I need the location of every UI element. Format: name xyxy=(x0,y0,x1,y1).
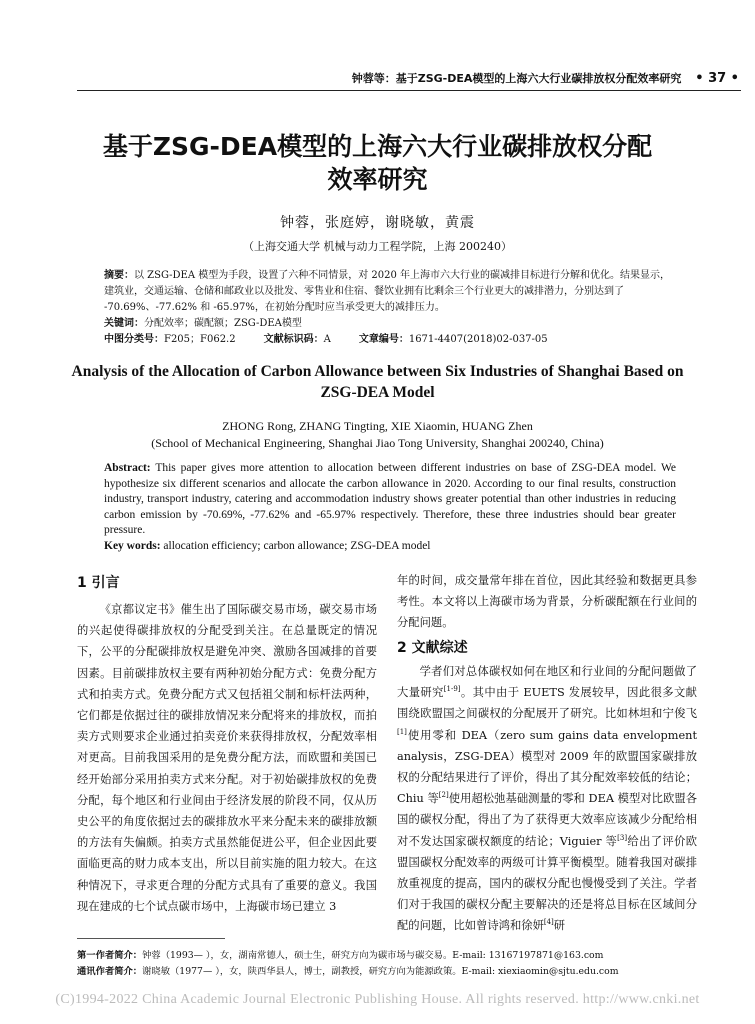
abstract-cn-text: 以 ZSG-DEA 模型为手段，设置了六种不同情景，对 2020 年上海市六大行业的碳减排目标进行分解和优化。结果显示，建筑业，交通运输、仓储和邮政业以及批发、零售业和住宿、餐饮业拥有比剩余三个行业更大的减排潜力，分别达到了 -70.69%、-77.62% 和 -65.97%，在初始分配时应当承受更大的减排压力。 xyxy=(104,270,671,313)
citation[interactable]: [2] xyxy=(438,791,449,800)
abstract-cn xyxy=(104,268,676,316)
clc-value: F205；F062.2 xyxy=(164,334,236,345)
affiliation: （上海交通大学 机械与动力工程学院，上海 200240） xyxy=(243,240,512,253)
citation[interactable]: [4] xyxy=(543,918,554,927)
abstract-en-label: Abstract: xyxy=(104,462,151,474)
paper-title xyxy=(0,130,755,196)
section-2-text-6: 研 xyxy=(553,919,566,933)
section-1-heading: 1 引言 xyxy=(77,575,120,591)
section-1-continuation: 年的时间，成交量常年排在首位，因此其经验和数据更具参考性。本文将以上海碳市场为背景，分析碳配额在行业间的分配问题。 xyxy=(397,574,697,630)
english-title-line-2: ZSG-DEA Model xyxy=(320,384,435,401)
paper-title-line-1: 基于ZSG-DEA模型的上海六大行业碳排放权分配 xyxy=(102,132,653,161)
corresponding-author-label: 通讯作者简介： xyxy=(77,966,143,977)
doc-code-label: 文献标识码： xyxy=(263,334,324,345)
running-head-text: 钟蓉等：基于ZSG-DEA模型的上海六大行业碳排放权分配效率研究 xyxy=(351,72,682,85)
authors: 钟蓉，张庭婷，谢晓敏，黄震 xyxy=(280,215,475,231)
english-title xyxy=(0,361,755,403)
footnote-corresponding-author xyxy=(77,964,717,980)
keywords-en-text: allocation efficiency; carbon allowance; ZSG-DEA model xyxy=(163,540,431,552)
section-2-text-1: 学者们对总体碳权如何在地区和行业间的分配问题做了大量研究 xyxy=(397,665,697,700)
footnote-rule xyxy=(77,938,225,939)
article-number-value: 1671-4407(2018)02-037-05 xyxy=(408,334,548,345)
english-affiliation: (School of Mechanical Engineering, Shanghai Jiao Tong University, Shanghai 200240, China) xyxy=(151,436,604,450)
clc-label: 中图分类号： xyxy=(104,334,164,345)
section-2-paragraph xyxy=(397,661,697,937)
abstract-en xyxy=(104,461,676,539)
keywords-en-label: Key words: xyxy=(104,540,161,552)
citation[interactable]: [1-9] xyxy=(443,685,461,694)
running-head xyxy=(0,70,755,86)
classification-line xyxy=(104,332,676,348)
article-number-label: 文章编号： xyxy=(358,334,409,345)
section-2-text-3: 使用零和 DEA（zero sum gains data envelopment analysis，ZSG-DEA）模型对 2009 年的欧盟国家碳排放权的分配结果进行了评价，得出了其分配效率较低的结论；Chiu 等 xyxy=(397,728,697,806)
header-rule xyxy=(77,90,741,91)
page-number: • 37 • xyxy=(695,71,739,86)
section-2-text-5: 给出了评价欧盟国碳权分配效率的两级可计算平衡模型。随着我国对碳排放重视度的提高，国内的碳权分配也慢慢受到了关注。学者们对于我国的碳权分配主要解决的还是将总目标在区域间分配的问题，比如曾诗鸿和徐妍 xyxy=(397,834,697,933)
keywords-en xyxy=(104,539,676,555)
abstract-cn-label: 摘要： xyxy=(104,270,134,281)
keywords-cn-text: 分配效率；碳配额；ZSG-DEA模型 xyxy=(144,318,302,329)
footnote-first-author xyxy=(77,948,717,964)
citation[interactable]: [1] xyxy=(397,727,407,736)
section-1-paragraph: 《京都议定书》催生出了国际碳交易市场，碳交易市场的兴起使得碳排放权的分配受到关注。在总量既定的情况下，公平的分配碳排放权是避免冲突、激励各国减排的首要因素。目前碳排放权主要有两种初始分配方式：免费分配方式和拍卖方式。免费分配方式又包括祖父制和标杆法两种，它们都是依据过往的碳排放情况来分配将来的排放权，而拍卖方式则要求企业通过拍卖竞价来获得排放权，分配效率相对更高。目前我国采用的是免费分配方法，而欧盟和美国已经开始部分采用拍卖方式来分配。对于初始碳排放权的免费分配，每个地区和行业间由于经济发展的阶段不同，仅从历史公平的角度依据过去的碳排放水平来分配未来的碳排放额的方法有失偏颇。拍卖方式虽然能促进公平，但企业因此要面临更高的财力成本支出，所以目前实施的阻力较大。在这种情况下，寻求更合理的分配方式具有了重要的意义。我国现在建成的七个试点碳市场中，上海碳市场已建立 3 xyxy=(77,603,377,913)
paper-title-line-2: 效率研究 xyxy=(327,165,428,194)
first-author-text: 钟蓉（1993— ），女，湖南常德人，硕士生，研究方向为碳市场与碳交易。E-mail: 13167197871@163.com xyxy=(142,950,604,961)
keywords-cn xyxy=(104,316,676,332)
first-author-label: 第一作者简介： xyxy=(77,950,143,961)
watermark: (C)1994-2022 China Academic Journal Electronic Publishing House. All rights reserved. http://www.cnki.net xyxy=(55,992,700,1007)
citation[interactable]: [3] xyxy=(617,833,628,842)
english-title-line-1: Analysis of the Allocation of Carbon Allowance between Six Industries of Shanghai Based on xyxy=(71,363,684,380)
section-2-heading: 2 文献综述 xyxy=(397,640,468,656)
english-authors: ZHONG Rong, ZHANG Tingting, XIE Xiaomin, HUANG Zhen xyxy=(222,419,533,433)
corresponding-author-text: 谢晓敏（1977— ），女，陕西华县人，博士，副教授，研究方向为能源政策。E-mail: xiexiaomin@sjtu.edu.com xyxy=(142,966,619,977)
doc-code-value: A xyxy=(323,334,331,345)
section-2-text-4: 使用超松弛基础测量的零和 DEA 模型对比欧盟各国的碳权分配，得出了为了获得更大效率应该减少分配给相对不发达国家碳权额度的结论；Viguier 等 xyxy=(397,792,697,848)
keywords-cn-label: 关键词： xyxy=(104,318,144,329)
section-2-text-2: 。其中由于 EUETS 发展较早，因此很多文献围绕欧盟国之间碳权的分配展开了研究。比如林坦和宁俊飞 xyxy=(397,686,697,721)
abstract-en-text: This paper gives more attention to allocation between different industries on base of ZSG-DEA model. We hypothesize six different scenarios and allocate the carbon allowance in 2020. According to our final results, construction industry, transport industry, catering and accommodation industry shows greater potential than other industries in reducing carbon emission by -70.69%, -77.62% and -65.97% respectively. Therefore, these three industries should bear greater pressure. xyxy=(104,462,677,536)
